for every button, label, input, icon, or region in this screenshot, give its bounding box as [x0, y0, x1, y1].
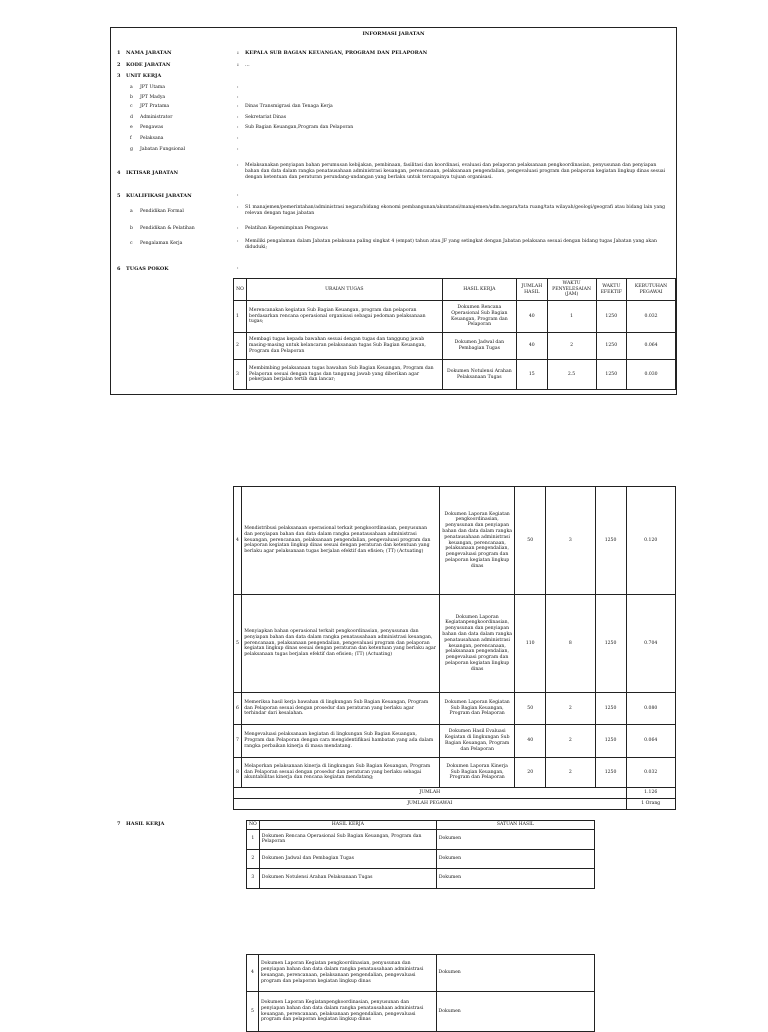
row-uraian: Merencanakan kegiatan Sub Bagian Keuangan, program dan pelaporan berdasarkan rencana operasional organisasi sebagai pedoman pelaksanaan tugas; — [247, 301, 443, 333]
row-waktu: 8 — [546, 595, 595, 693]
field-label-kode-jabatan: KODE JABATAN — [126, 62, 171, 68]
colon: : — [237, 95, 239, 100]
field-number: 5 — [117, 193, 121, 199]
subitem-label-pelaksana: Pelaksana — [140, 136, 164, 141]
field-number: 7 — [117, 821, 121, 827]
field-number: 3 — [117, 73, 121, 79]
colon: : — [237, 163, 239, 168]
subitem-label-jabatan-fungsional: Jabatan Fungsional — [140, 147, 186, 152]
table-row — [234, 595, 676, 693]
colon: : — [237, 205, 239, 210]
colon: : — [237, 266, 239, 271]
jumlah-pegawai-label: JUMLAH PEGAWAI — [234, 799, 627, 810]
field-value-kode-jabatan: ... — [245, 62, 250, 68]
row-satuan: Dokumen — [436, 849, 594, 868]
row-hasil: Dokumen Laporan Kegiatan Sub Bagian Keuangan, Program dan Pelaporan — [440, 693, 515, 725]
field-number: 2 — [117, 62, 121, 68]
row-kebutuhan: 0.032 — [626, 758, 675, 788]
subitem-label-pendidikan-pelatihan: Pendidikan & Pelatihan — [140, 226, 195, 231]
row-kebutuhan: 0.120 — [626, 487, 675, 595]
row-waktu: 2.5 — [547, 360, 596, 390]
row-hasil: Dokumen Rencana Operasional Sub Bagian Keuangan, Program dan Pelaporan — [442, 301, 516, 333]
row-kebutuhan: 0.064 — [627, 333, 676, 360]
header-waktu-penyelesaian: WAKTU PENYELESAIAN (JAM) — [547, 279, 596, 301]
subitem-label-jpt-pratama: JPT Pratama — [140, 104, 170, 109]
row-waktu: 2 — [546, 693, 595, 725]
row-kebutuhan: 0.064 — [626, 725, 675, 758]
subitem-letter: a — [130, 209, 133, 214]
table-row — [234, 725, 676, 758]
hasil-kerja-table-continued — [246, 954, 595, 1032]
subitem-letter: f — [130, 136, 132, 141]
row-hasil: Dokumen Notulensi Arahan Pelaksanaan Tugas — [442, 360, 516, 390]
table-row — [247, 849, 595, 868]
row-no: 1 — [247, 829, 260, 849]
jumlah-label: JUMLAH — [234, 788, 627, 799]
row-kebutuhan: 0.032 — [627, 301, 676, 333]
table-row — [247, 829, 595, 849]
row-hasil: Dokumen Laporan Kegiatan pengkoordinasian, penyusunan dan penyiapan bahan dan data dalam rangka penatausahaan administrasi keuangan, perencanaan, pelaksanaan pengendalian, pengevaluasi program dan pelaporan kegiatan lingkup dinas — [440, 487, 515, 595]
colon: : — [237, 147, 239, 152]
row-jumlah: 15 — [517, 360, 548, 390]
colon: : — [237, 115, 239, 120]
row-jumlah: 50 — [515, 487, 546, 595]
row-no: 8 — [234, 758, 242, 788]
subitem-value-jpt-pratama: Dinas Transmigrasi dan Tenaga Kerja — [245, 104, 333, 109]
field-label-unit-kerja: UNIT KERJA — [126, 73, 162, 79]
document-title: INFORMASI JABATAN — [362, 31, 425, 37]
table-row — [247, 955, 595, 992]
row-hasil: Dokumen Laporan Kegiatanpengkoordinasian, penyusunan dan penyiapan bahan dan data dalam rangka penatausahaan administrasi keuangan, perencanaan, pelaksanaan pengendalian, pengevaluasi program dan pelaporan kegiatan lingkup dinas — [440, 595, 515, 693]
row-uraian: Membimbing pelaksanaan tugas bawahan Sub Bagian Keuangan, Program dan Pelaporan sesuai dengan tugas dan tanggung jawab yang diberikan agar pekerjaan berjalan tertib dan lancar; — [247, 360, 443, 390]
hasil-kerja-table — [246, 820, 595, 889]
row-jumlah: 40 — [517, 301, 548, 333]
row-hasil: Dokumen Laporan Kinerja Sub Bagian Keuangan, Program dan Pelaporan — [440, 758, 515, 788]
field-label-ikhtisar-jabatan: IKTISAR JABATAN — [126, 170, 179, 176]
subitem-label-pendidikan-formal: Pendidikan Formal — [140, 209, 184, 214]
table-row — [234, 360, 676, 390]
subitem-letter: c — [130, 104, 133, 109]
colon: : — [237, 239, 239, 244]
field-label-kualifikasi-jabatan: KUALIFIKASI JABATAN — [126, 193, 192, 199]
row-efektif: 1250 — [595, 693, 626, 725]
row-no: 2 — [234, 333, 247, 360]
subitem-value-pendidikan-formal: S1 manajemen/pemerintahan/administrasi negara/bidang ekonomi pembangunan/akuntansi/manajemen/adm.negara/tata ruang/tata wilayah/geologi/geografi atau bidang lain yang relevan dengan tugas jabatan — [245, 205, 666, 216]
header-hasil-kerja: HASIL KERJA — [442, 279, 516, 301]
header-satuan-hasil: SATUAN HASIL — [436, 821, 594, 830]
table-header-row — [247, 821, 595, 830]
row-uraian: Membagi tugas kepada bawahan sesuai dengan tugas dan tanggung jawab masing-masing untuk kelancaran pelaksanaan tugas Sub Bagian Keuangan, Program dan Pelaporan — [247, 333, 443, 360]
colon: : — [237, 136, 239, 141]
tugas-pokok-table-continued — [233, 486, 676, 810]
header-waktu-efektif: WAKTU EFEKTIF — [596, 279, 627, 301]
row-efektif: 1250 — [595, 595, 626, 693]
field-value-nama-jabatan: KEPALA SUB BAGIAN KEUANGAN, PROGRAM DAN PELAPORAN — [245, 50, 428, 56]
subitem-value-pengalaman-kerja: Memiliki pengalaman dalam Jabatan pelaksana paling singkat 4 (empat) tahun atau JF yang setingkat dengan Jabatan pelaksana sesuai dengan bidang tugas Jabatan yang akan diduduki; — [245, 239, 657, 250]
table-row — [234, 301, 676, 333]
row-hasil: Dokumen Laporan Kegiatan pengkoordinasian, penyusunan dan penyiapan bahan dan data dalam rangka penatausahaan administrasi keuangan, perencanaan, pelaksanaan pengendalian, pengevaluasi program dan pelaporan kegiatan lingkup dinas — [258, 955, 436, 992]
row-hasil: Dokumen Notulensi Arahan Pelaksanaan Tugas — [259, 868, 436, 888]
row-no: 5 — [247, 992, 259, 1032]
subitem-label-jpt-madya: JPT Madya — [140, 95, 166, 100]
colon: : — [237, 193, 239, 198]
jumlah-pegawai-row — [234, 799, 676, 810]
row-uraian: Memeriksa hasil kerja bawahan di lingkungan Sub Bagian Keuangan, Program dan Pelaporan sesuai dengan prosedur dan peraturan yang berlaku agar terhindar dari kesalahan. — [242, 693, 440, 725]
row-uraian: Melaporkan pelaksanaan kinerja di lingkungan Sub Bagian Keuangan, Program dan Pelaporan sesuai dengan prosedur dan peraturan yang berlaku sebagai akuntabilitas kinerja dan rencana kegiatan mendatang; — [242, 758, 440, 788]
subitem-label-jpt-utama: JPT Utama — [140, 85, 166, 90]
row-uraian: Mengevaluasi pelaksanaan kegiatan di lingkungan Sub Bagian Keuangan, Program dan Pelaporan dengan cara mengidentifikasi hambatan yang ada dalam rangka perbaikan kinerja di masa mendatang. — [242, 725, 440, 758]
subitem-label-pengalaman-kerja: Pengalaman Kerja — [140, 241, 183, 246]
row-no: 6 — [234, 693, 242, 725]
subitem-letter: a — [130, 85, 133, 90]
row-hasil: Dokumen Hasil Evaluasi Kegiatan di lingkungan Sub Bagian Keuangan, Program dan Pelaporan — [440, 725, 515, 758]
row-efektif: 1250 — [595, 725, 626, 758]
header-jumlah-hasil: JUMLAH HASIL — [517, 279, 548, 301]
header-uraian-tugas: URAIAN TUGAS — [247, 279, 443, 301]
subitem-letter: c — [130, 241, 133, 246]
field-label-tugas-pokok: TUGAS POKOK — [126, 266, 169, 272]
row-efektif: 1250 — [596, 333, 627, 360]
row-uraian: Menyiapkan bahan operasional terkait pengkoordinasian, penyusunan dan penyiapan bahan dan data dalam rangka penatausahaan administrasi keuangan, perencanaan, pelaksanaan pengendalian, pengevaluasi program dan pelaporan kegiatan lingkup dinas sesuai dengan peraturan dan ketentuan yang berlaku agar pelaksanaan tugas berjalan efektif dan efisien; (TT) (Actuating) — [242, 595, 440, 693]
table-row — [247, 992, 595, 1032]
row-hasil: Dokumen Laporan Kegiatanpengkoordinasian, penyusunan dan penyiapan bahan dan data dalam rangka penatausahaan administrasi keuangan, perencanaan, pelaksanaan pengendalian, pengevaluasi program dan pelaporan kegiatan lingkup dinas — [258, 992, 436, 1032]
header-no: NO — [234, 279, 247, 301]
field-number: 1 — [117, 50, 121, 56]
row-satuan: Dokumen — [436, 955, 594, 992]
colon: : — [237, 226, 239, 231]
row-jumlah: 20 — [515, 758, 546, 788]
table-header-row — [234, 279, 676, 301]
row-efektif: 1250 — [596, 301, 627, 333]
row-no: 2 — [247, 849, 260, 868]
row-no: 4 — [247, 955, 259, 992]
jumlah-value: 1.126 — [626, 788, 675, 799]
subitem-value-pengawas: Sub Bagian Keuangan,Program dan Pelaporan — [245, 125, 354, 130]
table-row — [234, 333, 676, 360]
field-value-ikhtisar-jabatan: Melaksanakan penyiapan bahan perumusan kebijakan, pembinaan, fasilitasi dan koordinasi, evaluasi dan pelaporan pelaksanaan pengkoordinasian, penyusunan dan penyiapan bahan dan data dalam rangka penatausahaan administrasi keuangan, perencanaan, pelaksanaan pengendalian, pengevaluasi program dan pelaporan kegiatan lingkup dinas sesuai dengan ketentuan dan peraturan perundang-undangan yang berlaku untuk tercapainya tujuan organisasi. — [245, 163, 666, 180]
row-efektif: 1250 — [595, 487, 626, 595]
field-number: 6 — [117, 266, 121, 272]
subitem-value-administrator: Sekretariat Dinas — [245, 115, 287, 120]
jumlah-pegawai-value: 1 Orang — [626, 799, 675, 810]
subitem-value-pendidikan-pelatihan: Pelatihan Kepemimpinan Pengawas — [245, 226, 328, 231]
row-waktu: 2 — [546, 725, 595, 758]
subitem-letter: d — [130, 115, 133, 120]
row-jumlah: 110 — [515, 595, 546, 693]
row-kebutuhan: 0.080 — [626, 693, 675, 725]
row-jumlah: 50 — [515, 693, 546, 725]
colon: : — [237, 85, 239, 90]
row-waktu: 2 — [547, 333, 596, 360]
header-kebutuhan-pegawai: KEBUTUHAN PEGAWAI — [627, 279, 676, 301]
subitem-letter: b — [130, 95, 133, 100]
row-hasil: Dokumen Jadwal dan Pembagian Tugas — [259, 849, 436, 868]
subitem-label-pengawas: Pengawas — [140, 125, 164, 130]
subitem-letter: g — [130, 147, 133, 152]
table-row — [234, 487, 676, 595]
header-hasil-kerja: HASIL KERJA — [259, 821, 436, 830]
field-label-nama-jabatan: NAMA JABATAN — [126, 50, 172, 56]
row-satuan: Dokumen — [436, 829, 594, 849]
row-satuan: Dokumen — [436, 868, 594, 888]
row-efektif: 1250 — [595, 758, 626, 788]
row-uraian: Mendistribusi pelaksanaan operasional terkait pengkoordinasian, penyusunan dan penyiapan bahan dan data dalam rangka penatausahaan administrasi keuangan, perencanaan, pelaksanaan pengendalian, pengevaluasi program dan pelaporan kegiatan lingkup dinas sesuai dengan peraturan dan ketentuan yang berlaku agar pelaksanaan tugas berjalan efektif dan efisien; (TT) (Actuating) — [242, 487, 440, 595]
row-waktu: 3 — [546, 487, 595, 595]
colon: : — [237, 50, 239, 56]
row-no: 1 — [234, 301, 247, 333]
row-no: 7 — [234, 725, 242, 758]
row-no: 3 — [234, 360, 247, 390]
row-efektif: 1250 — [596, 360, 627, 390]
colon: : — [237, 62, 239, 68]
row-kebutuhan: 0.704 — [626, 595, 675, 693]
colon: : — [237, 104, 239, 109]
field-label-hasil-kerja: HASIL KERJA — [126, 821, 165, 827]
subitem-label-administrator: Administrator — [140, 115, 173, 120]
table-row — [234, 758, 676, 788]
header-no: NO — [247, 821, 260, 830]
row-satuan: Dokumen — [436, 992, 594, 1032]
subitem-letter: e — [130, 125, 133, 130]
subitem-letter: b — [130, 226, 133, 231]
colon: : — [237, 125, 239, 130]
row-hasil: Dokumen Rencana Operasional Sub Bagian Keuangan, Program dan Pelaporan — [259, 829, 436, 849]
row-no: 3 — [247, 868, 260, 888]
row-waktu: 1 — [547, 301, 596, 333]
row-kebutuhan: 0.030 — [627, 360, 676, 390]
row-no: 5 — [234, 595, 242, 693]
table-row — [234, 693, 676, 725]
row-jumlah: 40 — [515, 725, 546, 758]
table-row — [247, 868, 595, 888]
tugas-pokok-table — [233, 278, 676, 390]
row-waktu: 2 — [546, 758, 595, 788]
jumlah-row — [234, 788, 676, 799]
row-jumlah: 40 — [517, 333, 548, 360]
row-hasil: Dokumen Jadwal dan Pembagian Tugas — [442, 333, 516, 360]
field-number: 4 — [117, 170, 121, 176]
row-no: 4 — [234, 487, 242, 595]
